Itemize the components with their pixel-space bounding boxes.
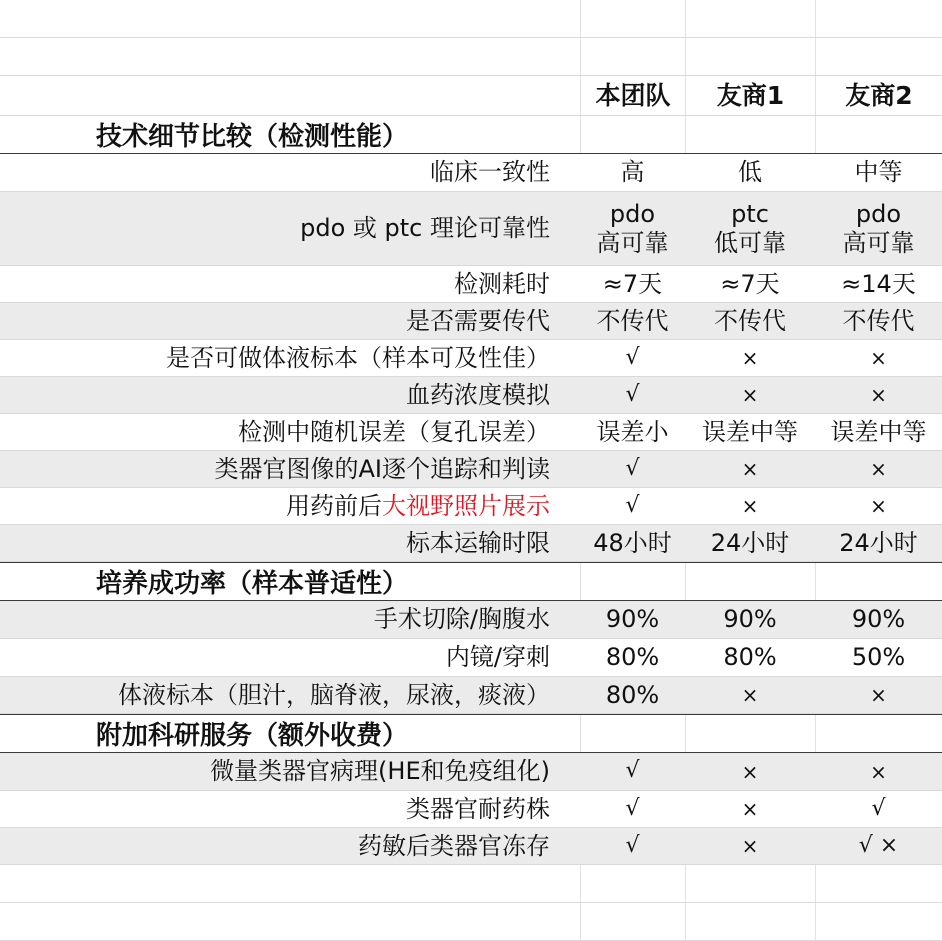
value-rival2[interactable]: 90% (851, 605, 906, 634)
row-label: 微量类器官病理(HE和免疫组化) (210, 757, 550, 786)
table-row[interactable] (0, 451, 942, 488)
grid-cell[interactable] (580, 715, 685, 752)
cross-mark[interactable]: × (870, 759, 887, 784)
grid-cell[interactable] (685, 0, 815, 37)
row-label: 类器官耐药株 (406, 794, 550, 823)
grid-cell[interactable] (815, 903, 942, 940)
value-rival1[interactable]: 误差中等 (702, 417, 798, 446)
check-cross-mark[interactable]: √ × (858, 832, 899, 858)
value-line: 高可靠 (842, 228, 915, 257)
empty-row[interactable] (0, 865, 942, 903)
table-row[interactable] (0, 192, 942, 266)
value-team[interactable]: 80% (605, 680, 660, 709)
cross-mark[interactable]: × (741, 457, 759, 481)
grid-cell[interactable] (815, 715, 942, 752)
row-label: 药敏后类器官冻存 (358, 831, 550, 860)
value-rival1[interactable]: ≈7天 (720, 269, 780, 298)
grid-cell[interactable] (580, 0, 685, 37)
value-rival1[interactable]: 90% (723, 605, 777, 634)
check-mark[interactable]: √ (625, 381, 640, 407)
row-label: 内镜/穿刺 (445, 643, 550, 672)
value-team[interactable]: 90% (605, 605, 660, 634)
table-row[interactable] (0, 791, 942, 828)
table-row[interactable] (0, 601, 942, 639)
grid-cell[interactable] (815, 38, 942, 75)
section-row-culture[interactable] (0, 562, 942, 601)
row-label-part: 用药前后 (286, 491, 382, 520)
cross-mark[interactable]: × (741, 759, 759, 784)
value-rival2[interactable]: 50% (851, 643, 906, 672)
grid-cell[interactable] (580, 903, 685, 940)
cross-mark[interactable]: × (741, 494, 759, 518)
section-title-detection: 技术细节比较（检测性能） (96, 122, 409, 152)
value-rival2[interactable]: 中等 (854, 158, 903, 187)
value-line: pdo (855, 199, 902, 228)
section-row-research[interactable] (0, 714, 942, 753)
value-rival2[interactable]: 误差中等 (830, 417, 927, 446)
grid-cell[interactable] (815, 563, 942, 600)
row-label: 标本运输时限 (406, 528, 550, 557)
grid-cell[interactable] (815, 116, 942, 153)
highlighted-label-part: 大视野照片展示 (382, 491, 550, 520)
empty-row[interactable] (0, 903, 942, 941)
section-title-research: 附加科研服务（额外收费） (96, 721, 409, 751)
value-team[interactable]: 不传代 (596, 306, 669, 335)
check-mark[interactable]: √ (625, 795, 640, 821)
grid-cell[interactable] (815, 0, 942, 37)
value-rival1[interactable]: 24小时 (710, 528, 790, 557)
value-team[interactable]: 误差小 (596, 417, 669, 446)
cross-mark[interactable]: × (741, 346, 759, 370)
grid-cell[interactable] (685, 38, 815, 75)
row-label: 临床一致性 (430, 158, 550, 187)
section-row-detection[interactable] (0, 116, 942, 154)
row-label (0, 488, 580, 524)
section-title-culture: 培养成功率（样本普适性） (96, 569, 409, 599)
check-mark[interactable]: √ (625, 344, 640, 370)
header-row[interactable] (0, 76, 942, 116)
table-row[interactable] (0, 340, 942, 377)
table-row[interactable] (0, 414, 942, 451)
cross-mark[interactable]: × (741, 797, 759, 821)
table-row[interactable] (0, 266, 942, 303)
value-line: 低可靠 (714, 228, 786, 257)
value-rival1[interactable]: 80% (723, 643, 777, 672)
value-team[interactable]: ≈7天 (602, 269, 663, 298)
value-rival2[interactable] (815, 192, 942, 265)
value-rival1[interactable]: 低 (738, 158, 762, 187)
value-line: pdo (609, 199, 656, 228)
grid-cell[interactable] (685, 865, 815, 902)
value-team[interactable]: 高 (620, 158, 645, 187)
table-row[interactable] (0, 488, 942, 525)
cross-mark[interactable]: × (741, 383, 759, 407)
table-row[interactable] (0, 303, 942, 340)
row-label: 检测中随机误差（复孔误差） (238, 417, 550, 446)
cross-mark[interactable]: × (870, 494, 887, 518)
cross-mark[interactable]: × (741, 834, 759, 858)
check-mark[interactable]: √ (625, 455, 640, 481)
empty-row[interactable] (0, 0, 942, 38)
row-label: 类器官图像的AI逐个追踪和判读 (214, 454, 550, 483)
cross-mark[interactable]: × (870, 457, 887, 481)
grid-cell[interactable] (685, 116, 815, 153)
check-mark[interactable]: √ (871, 795, 886, 821)
grid-cell[interactable] (580, 563, 685, 600)
column-header-team[interactable]: 本团队 (580, 76, 685, 115)
value-team[interactable]: 80% (605, 643, 660, 672)
value-rival2[interactable]: ≈14天 (841, 269, 916, 298)
cross-mark[interactable]: × (870, 683, 887, 707)
table-row[interactable] (0, 828, 942, 865)
grid-cell[interactable] (580, 116, 685, 153)
empty-row[interactable] (0, 38, 942, 76)
value-line: 高可靠 (596, 228, 669, 257)
row-label: 是否需要传代 (406, 306, 550, 335)
grid-cell[interactable] (580, 38, 685, 75)
cross-mark[interactable]: × (870, 346, 887, 370)
row-label: 体液标本（胆汁，脑脊液，尿液，痰液） (118, 680, 550, 709)
check-mark[interactable]: √ (625, 832, 640, 858)
check-mark[interactable]: √ (625, 758, 640, 784)
grid-cell[interactable] (580, 865, 685, 902)
value-rival2[interactable]: 24小时 (839, 528, 918, 557)
table-row[interactable] (0, 677, 942, 714)
value-rival1[interactable]: 不传代 (714, 306, 786, 335)
cross-mark[interactable]: × (741, 683, 759, 707)
row-label: 检测耗时 (454, 269, 550, 298)
table-row[interactable] (0, 525, 942, 562)
table-row[interactable] (0, 639, 942, 677)
row-label: pdo 或 ptc 理论可靠性 (300, 214, 550, 243)
row-label: 血药浓度模拟 (406, 380, 550, 409)
table-row[interactable] (0, 377, 942, 414)
value-line: ptc (731, 199, 769, 228)
table-row[interactable] (0, 154, 942, 192)
table-row[interactable] (0, 753, 942, 791)
grid-cell[interactable] (815, 865, 942, 902)
grid-cell[interactable] (685, 715, 815, 752)
check-mark[interactable]: √ (625, 492, 640, 518)
value-team[interactable] (580, 192, 685, 265)
value-rival2[interactable]: 不传代 (842, 306, 915, 335)
value-team[interactable]: 48小时 (593, 528, 672, 557)
row-label: 手术切除/胸腹水 (373, 605, 550, 634)
column-header-rival2[interactable]: 友商2 (815, 76, 942, 115)
column-header-rival1[interactable]: 友商1 (685, 76, 815, 115)
value-rival1[interactable] (685, 192, 815, 265)
grid-cell[interactable] (685, 903, 815, 940)
row-label: 是否可做体液标本（样本可及性佳） (166, 343, 550, 372)
cross-mark[interactable]: × (870, 383, 887, 407)
grid-cell[interactable] (685, 563, 815, 600)
